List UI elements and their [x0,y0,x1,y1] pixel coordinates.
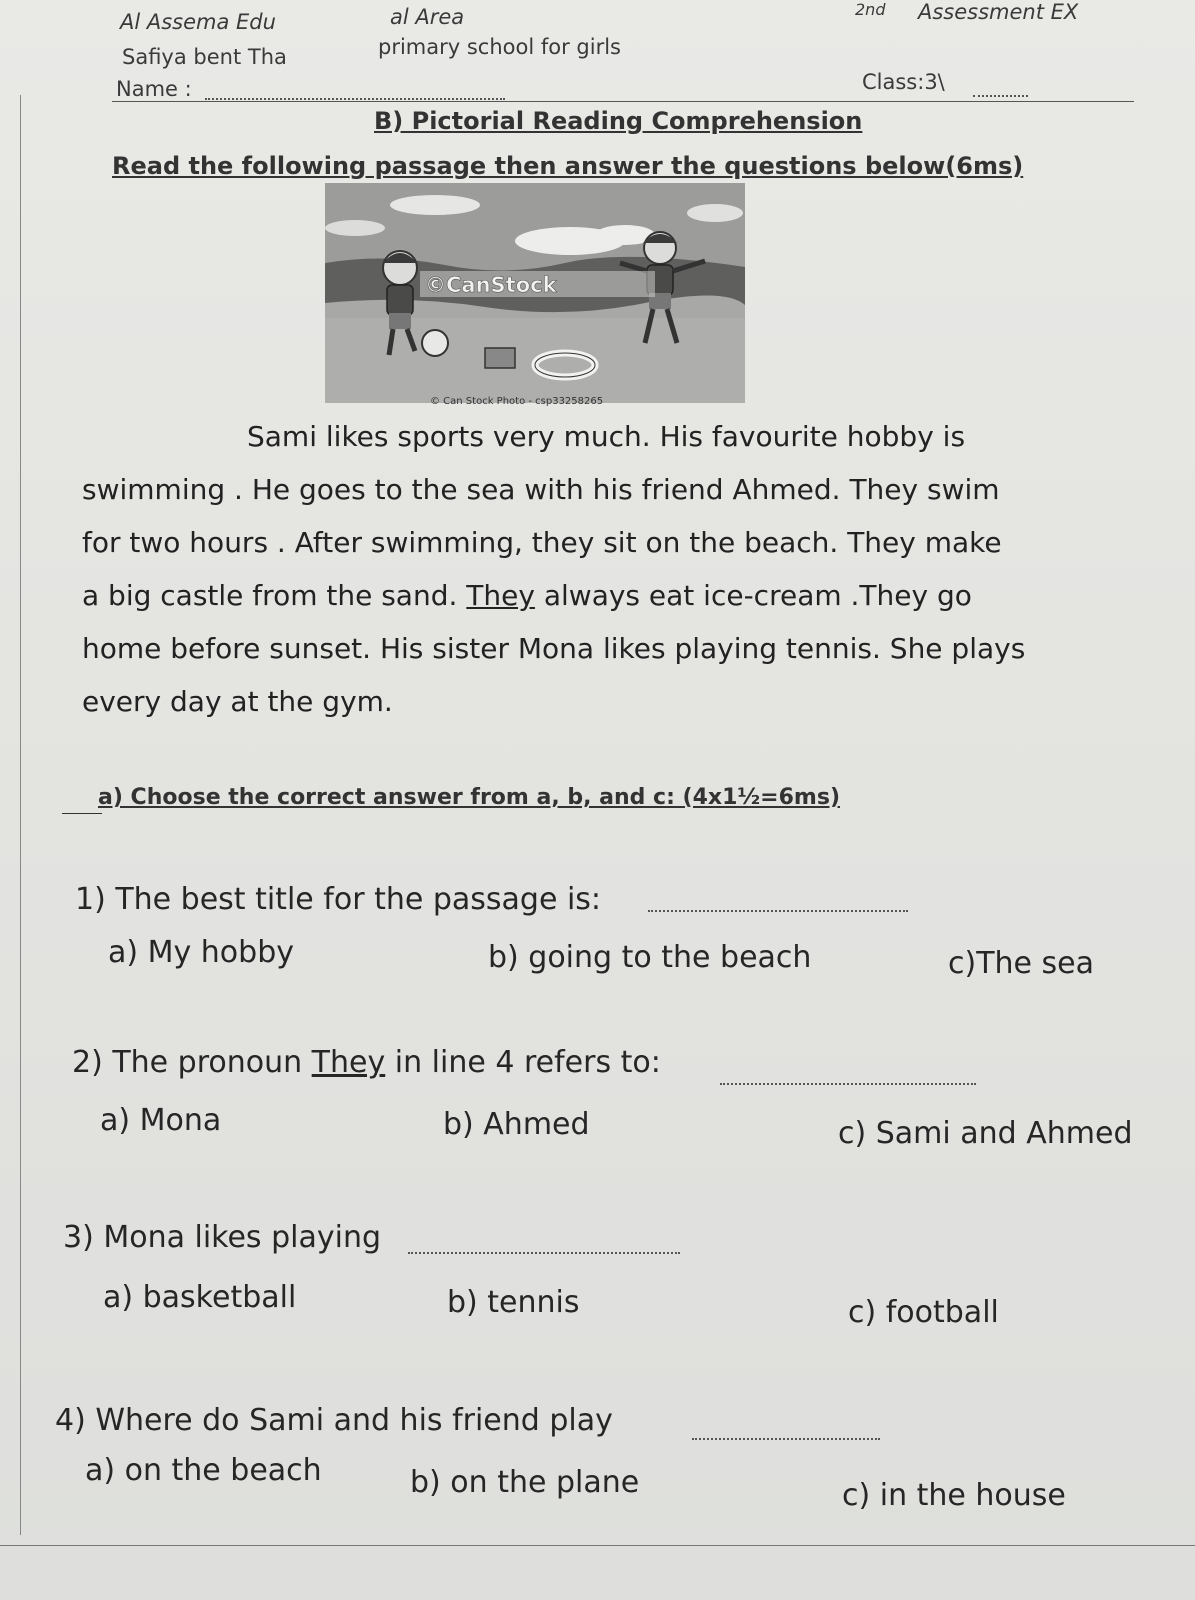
q3-option-a[interactable]: a) basketball [103,1280,297,1315]
passage-line-4 [82,579,1142,632]
q4-option-a[interactable]: a) on the beach [85,1453,322,1488]
picture-caption: © Can Stock Photo - csp33258265 [430,396,604,407]
q4-option-b[interactable]: b) on the plane [410,1465,640,1500]
passage-line-4-end: always eat ice-cream .They go [534,579,972,612]
part-a-title-text: a) Choose the correct answer from a, b, and c: [98,785,683,810]
q1-option-b[interactable]: b) going to the beach [488,940,812,975]
passage-line-6: every day at the gym. [82,685,393,718]
question-3: 3) Mona likes playing [63,1220,382,1255]
answer-blank-4[interactable] [692,1438,880,1440]
reading-passage [82,420,1142,738]
header-school-name-left: Safiya bent Tha [122,45,287,69]
part-a-title [98,785,840,810]
passage-line-2: swimming . He goes to the sea with his friend Ahmed. They swim [82,473,1000,506]
q2-option-a[interactable]: a) Mona [100,1103,222,1138]
question-2-end: in line 4 refers to: [385,1045,661,1080]
q4-option-c[interactable]: c) in the house [842,1478,1066,1513]
header-area: al Area [390,5,465,29]
q3-option-b[interactable]: b) tennis [447,1285,580,1320]
q1-option-a[interactable]: a) My hobby [108,935,295,970]
passage-line-5: home before sunset. His sister Mona likes playing tennis. She plays [82,632,1026,665]
header-assessment: Assessment EX [918,0,1079,24]
bottom-rule [0,1545,1195,1546]
q2-option-c[interactable]: c) Sami and Ahmed [838,1116,1133,1151]
header-grade-mark: 2nd [855,0,886,19]
name-blank[interactable] [205,98,505,100]
passage-pronoun-they: They [466,579,535,612]
header-school-left: Al Assema Edu [120,10,276,34]
passage-line-1: Sami likes sports very much. His favourite hobby is [247,420,966,453]
question-1: 1) The best title for the passage is: [75,882,602,917]
question-2-start: 2) The pronoun [72,1045,312,1080]
class-blank[interactable] [973,95,1028,97]
passage-line-3: for two hours . After swimming, they sit on the beach. They make [82,526,1002,559]
beach-picture [325,183,745,403]
name-label: Name : [116,77,192,101]
passage-line-4-start: a big castle from the sand. [82,579,467,612]
question-2 [72,1045,661,1080]
header-divider [112,101,1134,102]
answer-blank-3[interactable] [408,1252,680,1254]
q3-option-c[interactable]: c) football [848,1295,999,1330]
class-label: Class:3\ [862,70,945,94]
answer-blank-2[interactable] [720,1083,976,1085]
part-a-rule [62,813,102,814]
part-a-marks: (4x1½=6ms) [682,785,840,810]
q1-option-c[interactable]: c)The sea [948,946,1095,981]
q2-option-b[interactable]: b) Ahmed [443,1107,590,1142]
header-school-name-right: primary school for girls [378,35,621,59]
answer-blank-1[interactable] [648,910,908,912]
instruction: Read the following passage then answer the questions below(6ms) [112,152,1024,180]
question-4: 4) Where do Sami and his friend play [55,1403,613,1438]
watermark-text: ©CanStock [425,273,557,297]
section-title: B) Pictorial Reading Comprehension [374,107,863,135]
beach-illustration [325,183,745,403]
question-2-pronoun: They [311,1045,386,1080]
margin-rule [20,95,21,1535]
